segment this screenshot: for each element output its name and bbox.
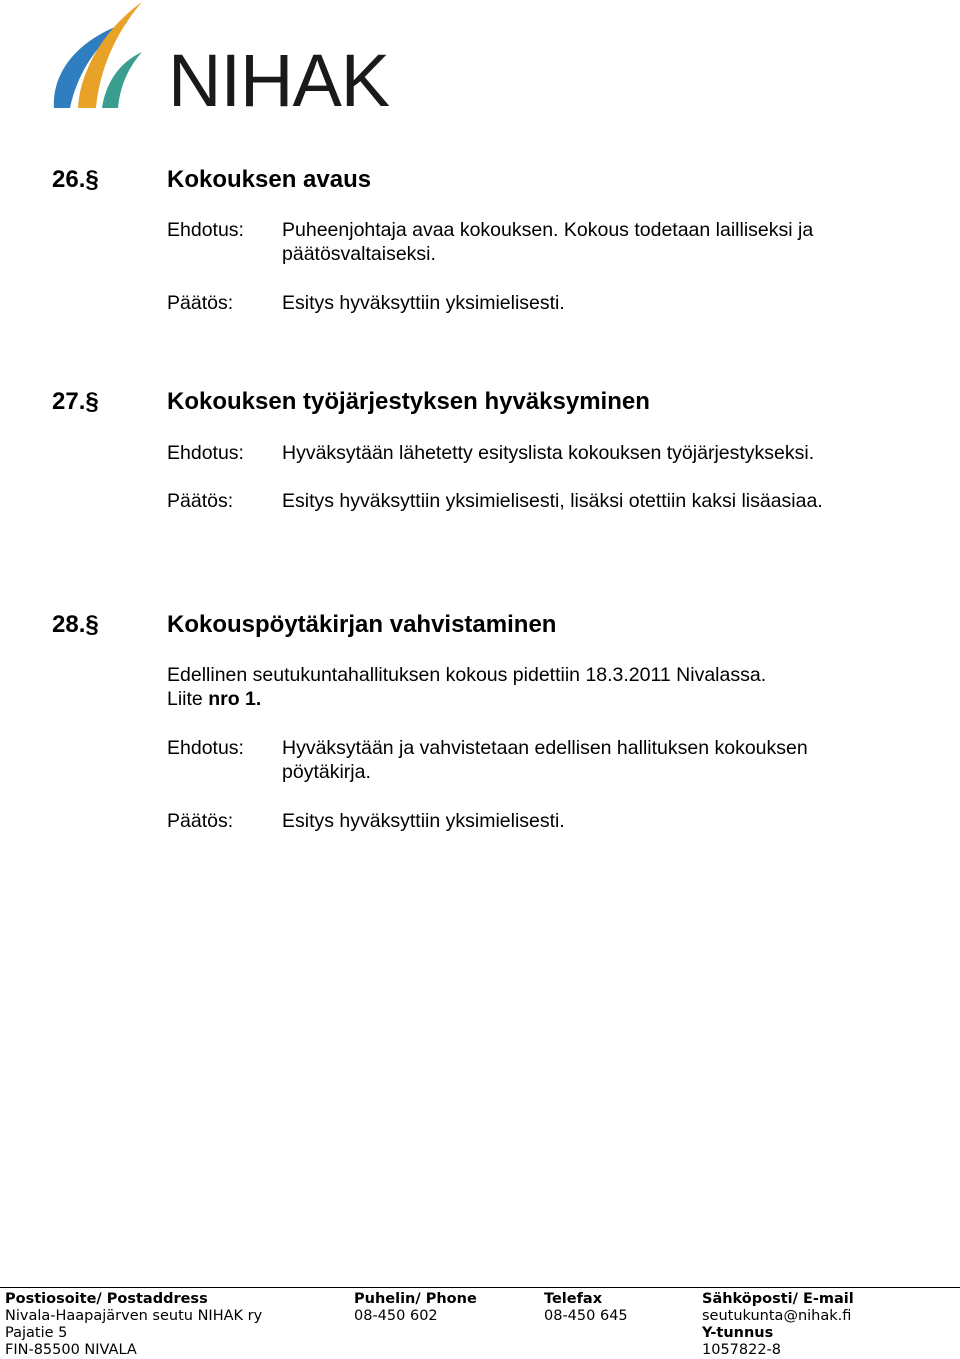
section-26-title: Kokouksen avaus — [167, 166, 372, 193]
footer-email: seutukunta@nihak.fi — [702, 1308, 852, 1324]
footer-phone-header: Puhelin/ Phone — [354, 1291, 477, 1307]
section-28-number: 28.§ — [52, 611, 99, 638]
footer-fax-header: Telefax — [544, 1291, 603, 1307]
section-28-title: Kokouspöytäkirjan vahvistaminen — [167, 611, 557, 638]
section-26-decision-label: Päätös: — [167, 292, 234, 314]
section-27-title: Kokouksen työjärjestyksen hyväksyminen — [167, 388, 650, 415]
section-27-proposal-label: Ehdotus: — [167, 442, 244, 464]
section-27-decision: Esitys hyväksyttiin yksimielisesti, lisäksi otettiin kaksi lisäasiaa. — [282, 490, 823, 512]
footer-address-line-2: Pajatie 5 — [5, 1325, 68, 1341]
section-28-decision-label: Päätös: — [167, 810, 234, 832]
section-28-proposal-line-1: Hyväksytään ja vahvistetaan edellisen hallituksen kokouksen — [282, 737, 808, 759]
footer-address-line-3: FIN-85500 NIVALA — [5, 1342, 137, 1358]
section-28-proposal-label: Ehdotus: — [167, 737, 244, 759]
footer-business-id-header: Y-tunnus — [702, 1325, 774, 1341]
section-26-proposal-label: Ehdotus: — [167, 219, 244, 241]
section-28-attachment: Liite nro 1. — [167, 688, 262, 710]
footer-email-header: Sähköposti/ E-mail — [702, 1291, 854, 1307]
section-27-decision-label: Päätös: — [167, 490, 234, 512]
footer-fax: 08-450 645 — [544, 1308, 628, 1324]
section-26-decision: Esitys hyväksyttiin yksimielisesti. — [282, 292, 565, 314]
section-28-intro: Edellinen seutukuntahallituksen kokous pidettiin 18.3.2011 Nivalassa. — [167, 664, 767, 686]
footer-address-header: Postiosoite/ Postaddress — [5, 1291, 208, 1307]
footer-business-id: 1057822-8 — [702, 1342, 782, 1358]
section-27-number: 27.§ — [52, 388, 99, 415]
section-28-proposal-line-2: pöytäkirja. — [282, 761, 371, 783]
section-26-number: 26.§ — [52, 166, 99, 193]
footer-phone: 08-450 602 — [354, 1308, 438, 1324]
footer-address-line-1: Nivala-Haapajärven seutu NIHAK ry — [5, 1308, 263, 1324]
footer-divider — [0, 1287, 960, 1288]
nihak-logo — [50, 0, 390, 122]
section-28-decision: Esitys hyväksyttiin yksimielisesti. — [282, 810, 565, 832]
section-27-proposal-line-1: Hyväksytään lähetetty esityslista kokouksen työjärjestykseksi. — [282, 442, 815, 464]
section-26-proposal-line-1: Puheenjohtaja avaa kokouksen. Kokous todetaan lailliseksi ja — [282, 219, 814, 241]
logo-text: NIHAK — [168, 39, 390, 122]
section-26-proposal-line-2: päätösvaltaiseksi. — [282, 243, 436, 265]
